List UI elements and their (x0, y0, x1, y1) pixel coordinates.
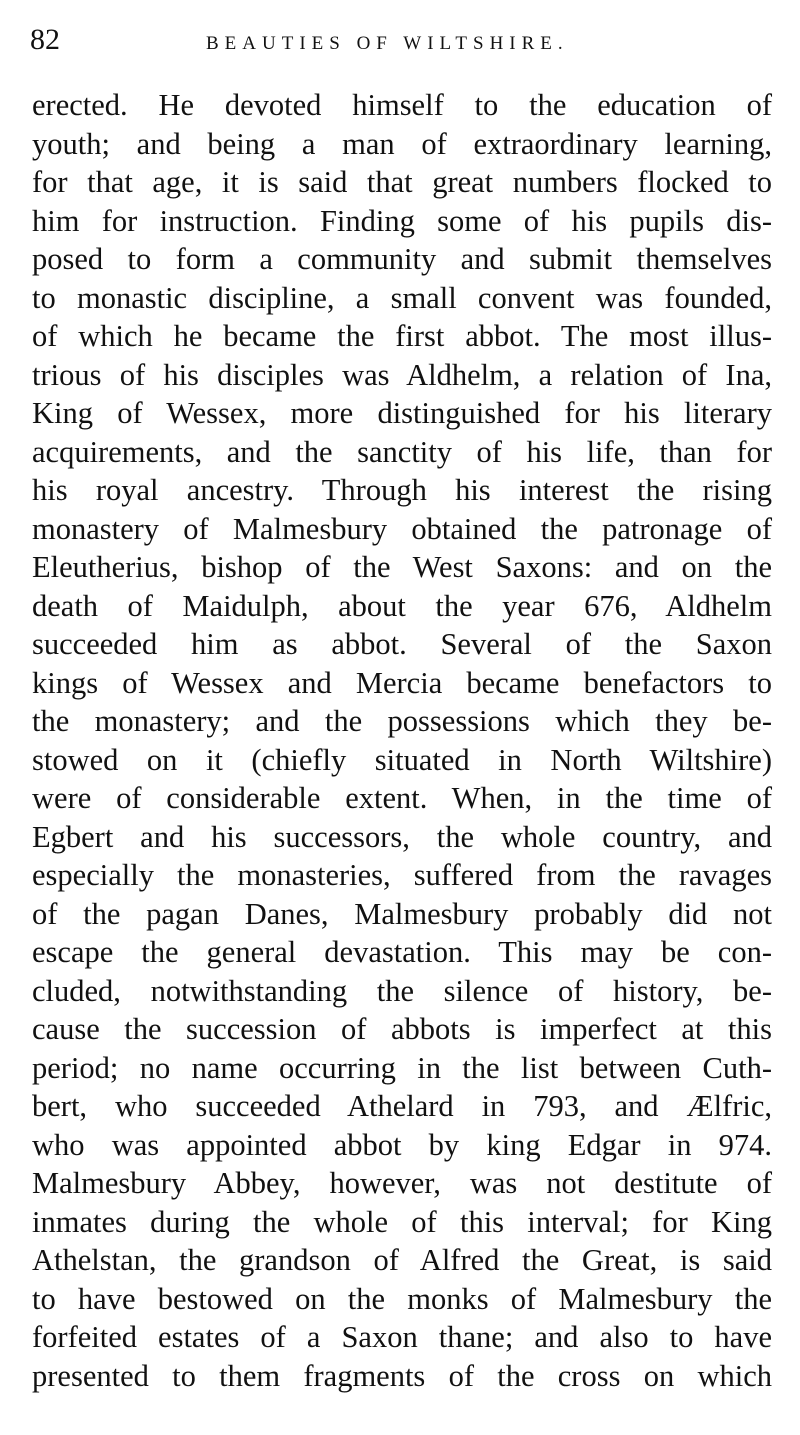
text-line: cause the succession of abbots is imperfect at this (32, 1012, 772, 1046)
text-line: him for instruction. Finding some of his pupils dis- (32, 203, 772, 238)
text-line: youth; and being a man of extraordinary learning, (32, 126, 772, 161)
text-line: King of Wessex, more distinguished for his literary (32, 396, 772, 430)
text-line: death of Maidulph, about the year 676, Aldhelm (32, 588, 772, 623)
text-line: monastery of Malmesbury obtained the patronage of (32, 511, 772, 546)
text-line: Eleutherius, bishop of the West Saxons: and on the (32, 550, 772, 584)
text-line: trious of his disciples was Aldhelm, a relation of Ina, (32, 357, 772, 392)
text-line: to have bestowed on the monks of Malmesbury the (32, 1281, 772, 1316)
body-text (32, 86, 772, 1395)
text-line: stowed on it (chiefly situated in North Wiltshire) (32, 742, 772, 777)
text-line: to monastic discipline, a small convent was founded, (32, 280, 772, 315)
text-line: inmates during the whole of this interval; for King (32, 1204, 772, 1239)
running-head: BEAUTIES OF WILTSHIRE. (206, 33, 569, 54)
text-line: forfeited estates of a Saxon thane; and also to have (32, 1320, 772, 1354)
text-line: presented to them fragments of the cross on which (32, 1358, 772, 1393)
page-number: 82 (30, 23, 60, 56)
text-line: Athelstan, the grandson of Alfred the Great, is said (32, 1243, 772, 1277)
text-line: cluded, notwithstanding the silence of history, be- (32, 973, 772, 1008)
text-line: escape the general devastation. This may be con- (32, 935, 772, 969)
text-line: for that age, it is said that great numbers flocked to (32, 165, 772, 199)
text-line: Egbert and his successors, the whole country, and (32, 819, 772, 854)
text-line: who was appointed abbot by king Edgar in 974. (32, 1127, 772, 1162)
text-line: kings of Wessex and Mercia became benefactors to (32, 665, 772, 700)
text-line: period; no name occurring in the list between Cuth- (32, 1050, 772, 1085)
text-line: of which he became the first abbot. The most illus- (32, 319, 772, 353)
text-line: posed to form a community and submit themselves (32, 242, 772, 276)
text-line: acquirements, and the sanctity of his life, than for (32, 434, 772, 469)
text-line: especially the monasteries, suffered from the ravages (32, 858, 772, 892)
text-line: succeeded him as abbot. Several of the Saxon (32, 627, 772, 661)
text-line: his royal ancestry. Through his interest the rising (32, 473, 772, 507)
page-header (26, 22, 776, 62)
text-line: bert, who succeeded Athelard in 793, and Ælfric, (32, 1089, 772, 1123)
text-line: Malmesbury Abbey, however, was not destitute of (32, 1166, 772, 1200)
text-line: were of considerable extent. When, in the time of (32, 781, 772, 815)
text-line: erected. He devoted himself to the education of (32, 88, 772, 122)
text-line: of the pagan Danes, Malmesbury probably did not (32, 896, 772, 931)
text-line: the monastery; and the possessions which they be- (32, 704, 772, 738)
